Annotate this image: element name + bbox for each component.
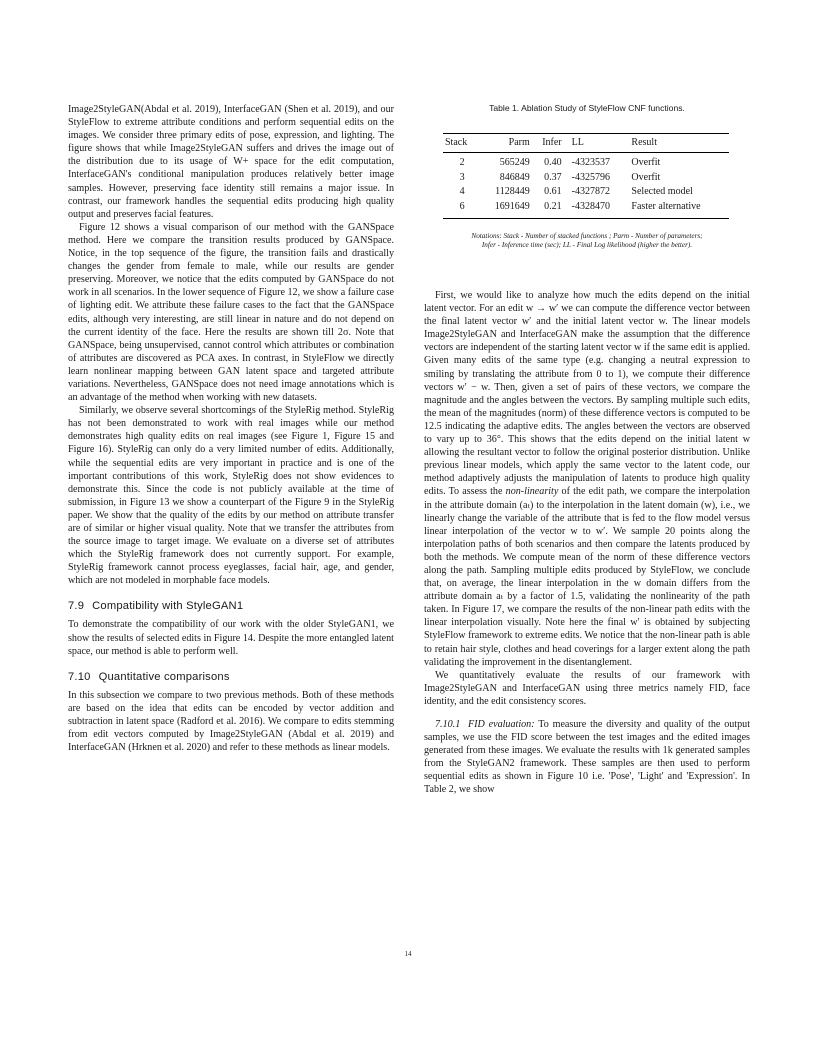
- cell: 1128449: [495, 186, 530, 198]
- cell: 1691649: [479, 200, 532, 218]
- cell: Faster alternative: [629, 200, 729, 218]
- page-number: 14: [404, 950, 412, 958]
- paragraph: First, we would like to analyze how much the edits depend on the initial latent vector. For an edit w → w′ we can compute the difference vector between the final latent vector w′ and the initial latent vector w. The linear models Image2StyleGAN and InterfaceGAN make the assumption that the difference vectors are independent of the starting latent vector w if the same edit is applied. Given many edits of the same type (e.g. changing a neutral expression to smiling by translating the attribute from 0 to 1), we compute their difference vectors w′ − w. Then, given a set of pairs of these vectors, we compare the magnitude and the angles between the vectors. By sampling multiple such edits, the mean of the magnitudes (norm) of these difference vectors is computed to be 12.5 indicating the adaptive edits. The angles between the vectors are observed to vary up to 36°. This shows that the edits depend on the initial latent w allowing the resultant vector to follow the original posterior distribution. Unlike previous linear models, which apply the same vector to the latent code, our method adaptively adjusts the manipulation of latents to produce high quality edits. To assess the non-linearity of the edit path, we compare the interpolation in the attribute domain (aₜ) to the interpolation in the latent domain (w), i.e., we linearly change the variable of the attribute that is fed to the flow model versus linear interpolation of the vector w to w′. We sample 20 points along the interpolation paths of both scenarios and then compare the latents produced by both the methods. We compute mean of the norm of these difference vectors along the path. Sampling multiple edits produced by StyleFlow, we conclude that, on average, the linear interpolation in the w domain differs from the attribute domain aₜ by a factor of 1.5, validating the nonlinearity of the path taken. In Figure 17, we compare the results of the non-linear path edits with the linear interpolation visually. Note here the final w′ is obtained by subjecting StyleFlow framework to extreme edits. We notice that the non-linear path is able to retain hair style, clothes and head coverings for a larger extent along the path validating the improvement in the disentanglement.: [424, 290, 750, 668]
- paragraph: We quantitatively evaluate the results of our framework with Image2StyleGAN and InterfaceGAN using three metrics namely FID, face identity, and the edit consistency scores.: [424, 669, 750, 707]
- header-infer: Infer: [532, 134, 564, 153]
- paragraph: Figure 12 shows a visual comparison of our method with the GANSpace method. Here we compare the transition results produced by GANSpace. Notice, in the top sequence of the figure, the transition fails and drastically changes the gender from female to male, while our results are gender preserving. Moreover, we notice that the edits computed by GANSpace do not work in all scenarios. In the lower sequence of Figure 12, we show a failure case of lighting edit. We attribute these failure cases to the fact that the GANSpace edits, although very interesting, are still linear in nature and do not depend on the current identity of the face. Here the results are shown till 2σ. Note that GANSpace, being unsupervised, cannot control which attributes or combination of attributes are discovered as PCA axes. In contrast, in StyleFlow we directly learn nonlinear mapping between GAN latent space and targeted attribute variations. Nevertheless, GANSpace does not need image annotations which is an advantage of the method when working with new datasets.: [68, 221, 394, 404]
- left-column: [68, 103, 394, 754]
- header-stack: Stack: [443, 134, 479, 153]
- cell: -4325796: [571, 171, 610, 183]
- cell: 0.61: [544, 186, 562, 198]
- cell: -4323537: [571, 156, 610, 168]
- table-note-line: Notations: Stack - Number of stacked functions ; Parm - Number of parameters;: [471, 232, 703, 240]
- paragraph: In this subsection we compare to two previous methods. Both of these methods are based on the idea that edits can be encoded by vector addition and subtraction in latent space (Radford et al. 2016). We compare to edits stemming from edit vectors computed by Image2StyleGAN (Abdal et al. 2019) and InterfaceGAN (Hrknen et al. 2020) and refer to these methods as linear models.: [68, 689, 394, 754]
- cell: 846849: [499, 171, 530, 183]
- paragraph: Image2StyleGAN(Abdal et al. 2019), InterfaceGAN (Shen et al. 2019), and our StyleFlow to extreme attribute conditions and perform sequential edits on the images. We consider three primary edits of pose, expression, and lighting. The figure shows that while Image2StyleGAN suffers and drives the image out of the distribution due to its usage of W+ space for the edit computation, InterfaceGAN's conditional manipulation produces relatively better image samples. However, preserving face identity still remains a major issue. In contrast, our framework handles the sequential edits producing high quality output and preserves facial features.: [68, 104, 394, 220]
- table-header-row: [443, 134, 729, 153]
- cell: 565249: [499, 156, 530, 168]
- cell: 0.21: [532, 200, 564, 218]
- table-notes: [424, 232, 750, 251]
- subsection-paragraph: 7.10.1 FID evaluation: To measure the diversity and quality of the output samples, we use the FID score between the test images and the edited images generated from these images. We evaluate the results with 1k generated samples from the StyleGAN2 framework. These samples are then used to perform sequential edits as shown in Figure 10 i.e. 'Pose', 'Light' and 'Expression'. In Table 2, we show: [424, 719, 750, 796]
- cell: Overfit: [631, 156, 661, 168]
- paragraph: Similarly, we observe several shortcomings of the StyleRig method. StyleRig has not been demonstrated to work with real images while our method demonstrates high quality edits on real images (see Figure 1, Figure 15 and Figure 16). StyleRig can only do a very limited number of edits. Additionally, while the sequential edits are very important in practice and is one of the important contributions of this work, StyleRig does not show evidences to demonstrate this. Since the code is not publicly available at the time of submission, in Figure 13 we show a counterpart of the Figure 9 in the StyleRig paper. We show that the quality of the edits by our method on attribute transfer are of similar or higher visual quality. Note that we transfer the attributes from the source image to target image. We evaluate on a diverse set of attributes which the StyleRig framework does not currently support. For example, StyleRig framework cannot process eyeglasses, facial hair, age, and gender, which are not modeled in morphable face models.: [68, 405, 394, 587]
- ablation-table: [443, 133, 729, 219]
- section-heading-7-9: 7.9 Compatibility with StyleGAN1: [68, 600, 244, 613]
- header-result: Result: [629, 134, 729, 153]
- cell: 2: [459, 156, 465, 168]
- header-parm: Parm: [479, 134, 532, 153]
- cell: 0.40: [544, 156, 562, 168]
- cell: -4328470: [564, 200, 630, 218]
- right-column: [424, 289, 750, 797]
- table-caption: Table 1. Ablation Study of StyleFlow CNF functions.: [489, 103, 685, 113]
- cell: 4: [459, 186, 465, 198]
- cell: 3: [459, 171, 465, 183]
- table-row: [443, 152, 729, 170]
- cell: 0.37: [544, 171, 562, 183]
- header-ll: LL: [564, 134, 630, 153]
- paragraph: To demonstrate the compatibility of our work with the older StyleGAN1, we show the results of selected edits in Figure 14. Despite the more entangled latent space, our method is able to perform well.: [68, 619, 394, 657]
- cell: -4327872: [571, 186, 610, 198]
- subsection-heading: 7.10.1 FID evaluation:: [435, 719, 535, 730]
- cell: Selected model: [631, 186, 693, 198]
- table-row: [443, 171, 729, 186]
- cell: Overfit: [631, 171, 661, 183]
- table-row: [443, 185, 729, 200]
- section-heading-7-10: 7.10 Quantitative comparisons: [68, 670, 230, 683]
- table-row: [443, 200, 729, 218]
- cell: 6: [443, 200, 479, 218]
- table-note-line: Infer - Inference time (sec); LL - Final Log likelihood (higher the better).: [481, 241, 693, 250]
